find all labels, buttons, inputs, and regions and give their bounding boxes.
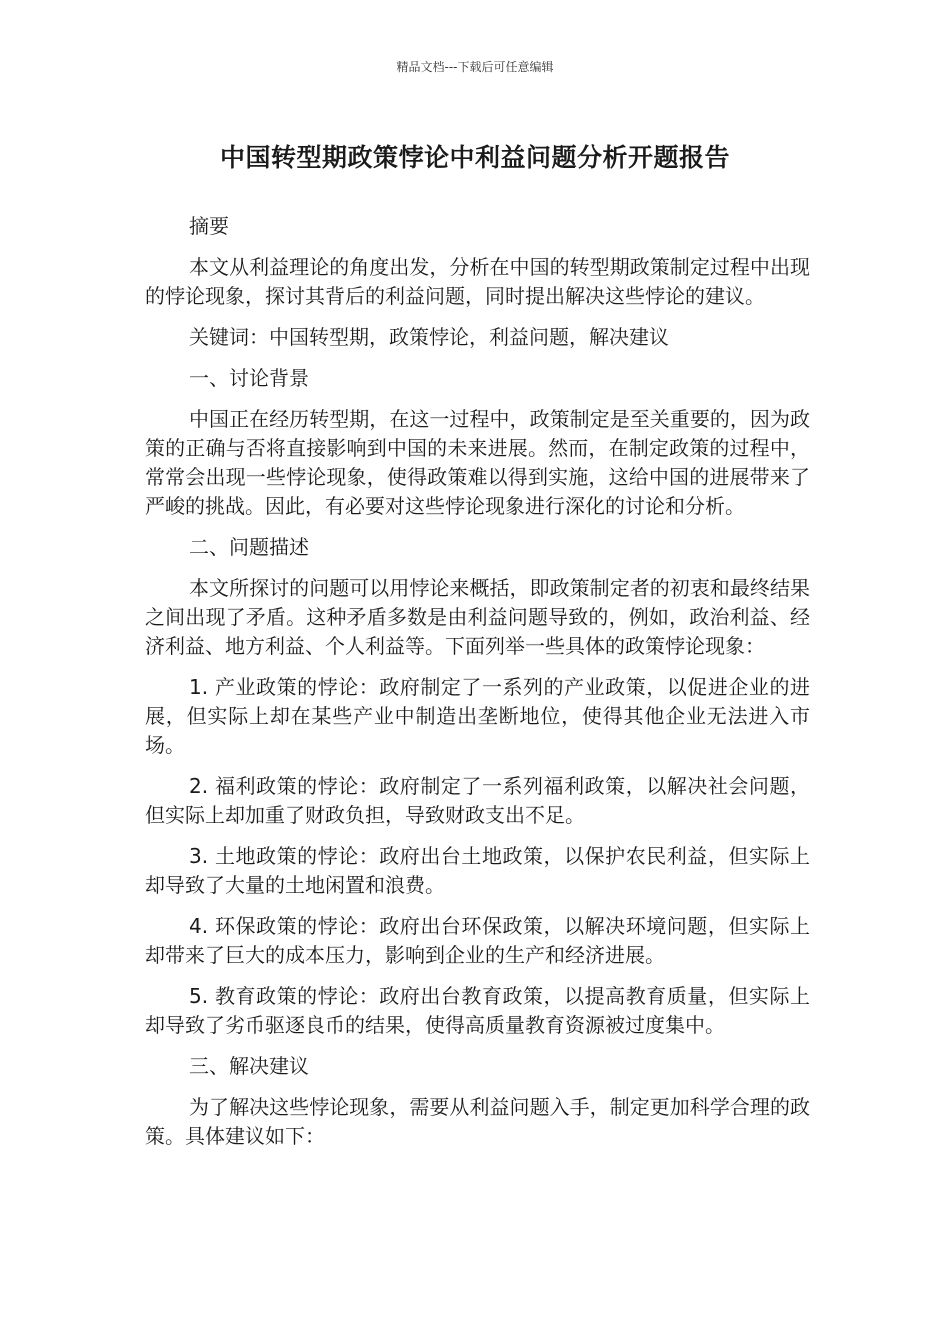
- abstract-heading: 摘要: [189, 214, 229, 238]
- background-text: 中国正在经历转型期，在这一过程中，政策制定是至关重要的，因为政策的正确与否将直接影响到中国的未来进展。然而，在制定政策的过程中，常常会出现一些悖论现象，使得政策难以得到实施，这给中国的进展带来了严峻的挑战。因此，有必要对这些悖论现象进行深化的讨论和分析。: [145, 407, 810, 518]
- keywords: 关键词：中国转型期，政策悖论，利益问题，解决建议: [189, 325, 669, 349]
- list-item: 4. 环保政策的悖论：政府出台环保政策，以解决环境问题，但实际上却带来了巨大的成本压力，影响到企业的生产和经济进展。: [145, 914, 810, 967]
- list-item: 3. 土地政策的悖论：政府出台土地政策，以保护农民利益，但实际上却导致了大量的土地闲置和浪费。: [145, 844, 810, 897]
- problem-text: 本文所探讨的问题可以用悖论来概括，即政策制定者的初衷和最终结果之间出现了矛盾。这种矛盾多数是由利益问题导致的，例如，政治利益、经济利益、地方利益、个人利益等。下面列举一些具体的政策悖论现象：: [145, 576, 810, 658]
- section-heading-solutions: 三、解决建议: [189, 1054, 309, 1078]
- list-item: 5. 教育政策的悖论：政府出台教育政策，以提高教育质量，但实际上却导致了劣币驱逐良币的结果，使得高质量教育资源被过度集中。: [145, 984, 810, 1037]
- document-body: [145, 212, 810, 1163]
- list-item: 1. 产业政策的悖论：政府制定了一系列的产业政策，以促进企业的进展，但实际上却在某些产业中制造出垄断地位，使得其他企业无法进入市场。: [145, 675, 810, 757]
- list-item: 2. 福利政策的悖论：政府制定了一系列福利政策，以解决社会问题，但实际上却加重了财政负担，导致财政支出不足。: [145, 774, 810, 827]
- solutions-text: 为了解决这些悖论现象，需要从利益问题入手，制定更加科学合理的政策。具体建议如下：: [145, 1095, 810, 1148]
- section-heading-background: 一、讨论背景: [189, 366, 309, 390]
- document-title: 中国转型期政策悖论中利益问题分析开题报告: [219, 143, 730, 172]
- page-header: 精品文档---下载后可任意编辑: [396, 60, 554, 74]
- abstract-text: 本文从利益理论的角度出发，分析在中国的转型期政策制定过程中出现的悖论现象，探讨其背后的利益问题，同时提出解决这些悖论的建议。: [145, 255, 810, 308]
- section-heading-problem: 二、问题描述: [189, 535, 309, 559]
